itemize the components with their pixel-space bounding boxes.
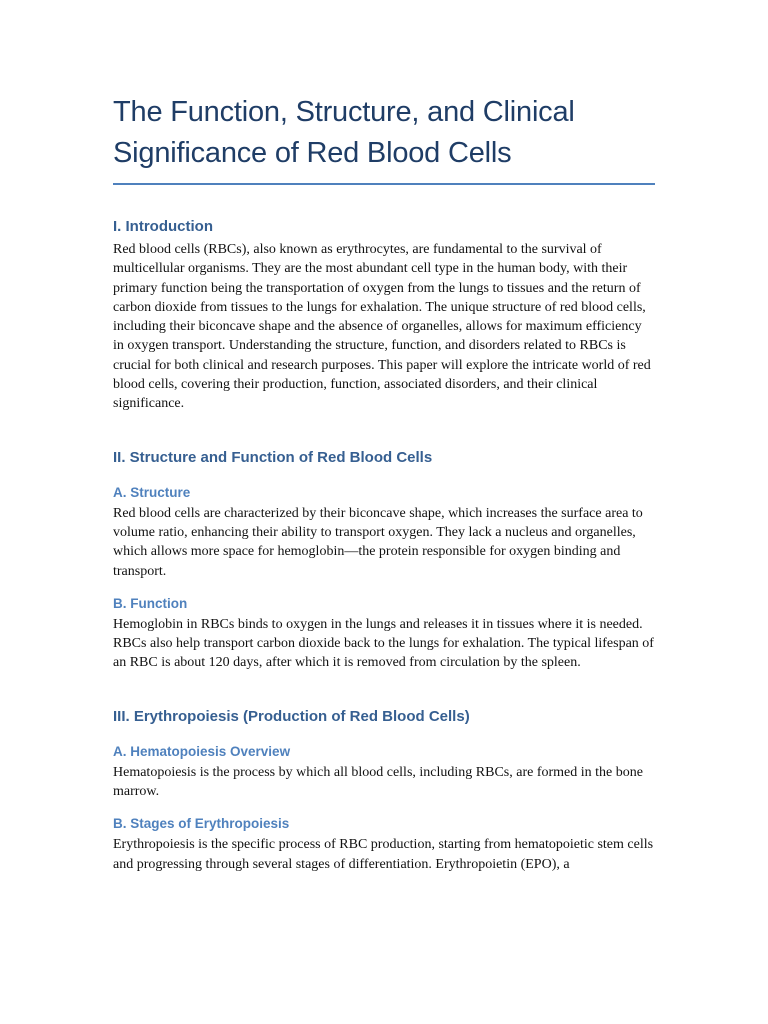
stages-paragraph: Erythropoiesis is the specific process of RBC production, starting from hematopoietic stem cells and progressing through several stages of differentiation. Erythropoietin (EPO), a [113,837,654,872]
section-heading-erythropoiesis: III. Erythropoiesis (Production of Red Blood Cells) [113,707,470,725]
introduction-paragraph: Red blood cells (RBCs), also known as erythrocytes, are fundamental to the survival of multicellular organisms. They are the most abundant cell type in the human body, with their primary function being the transportation of oxygen from the lungs to tissues and the return of carbon dioxide from tissues to the lungs for exhalation. The unique structure of red blood cells, including their biconcave shape and the absence of organelles, allows for maximum efficiency in oxygen transport. Understanding the structure, function, and disorders related to RBCs is crucial for both clinical and research purposes. This paper will explore the intricate world of red blood cells, covering their production, function, associated disorders, and their clinical significance. [113,242,651,412]
subsection-heading-stages: B. Stages of Erythropoiesis [113,816,290,832]
subsection-heading-structure: A. Structure [113,484,191,500]
document-page [113,92,655,874]
structure-paragraph: Red blood cells are characterized by their biconcave shape, which increases the surface area to volume ratio, enhancing their ability to transport oxygen. They lack a nucleus and organelles, which allows more space for hemoglobin—the protein responsible for oxygen binding and transport. [113,505,643,579]
section-heading-introduction: I. Introduction [113,218,213,235]
hematopoiesis-paragraph: Hematopoiesis is the process by which all blood cells, including RBCs, are formed in the bone marrow. [113,764,643,800]
function-paragraph: Hemoglobin in RBCs binds to oxygen in the lungs and releases it in tissues where it is needed. RBCs also help transport carbon dioxide back to the lungs for exhalation. The typical lifespan of an RBC is about 120 days, after which it is removed from circulation by the spleen. [113,616,654,671]
subsection-heading-hematopoiesis: A. Hematopoiesis Overview [113,743,291,759]
subsection-heading-function: B. Function [113,595,188,611]
title-underline-rule [113,183,655,185]
section-heading-structure-function: II. Structure and Function of Red Blood Cells [113,448,433,466]
document-title: The Function, Structure, and Clinical Significance of Red Blood Cells [113,96,575,169]
